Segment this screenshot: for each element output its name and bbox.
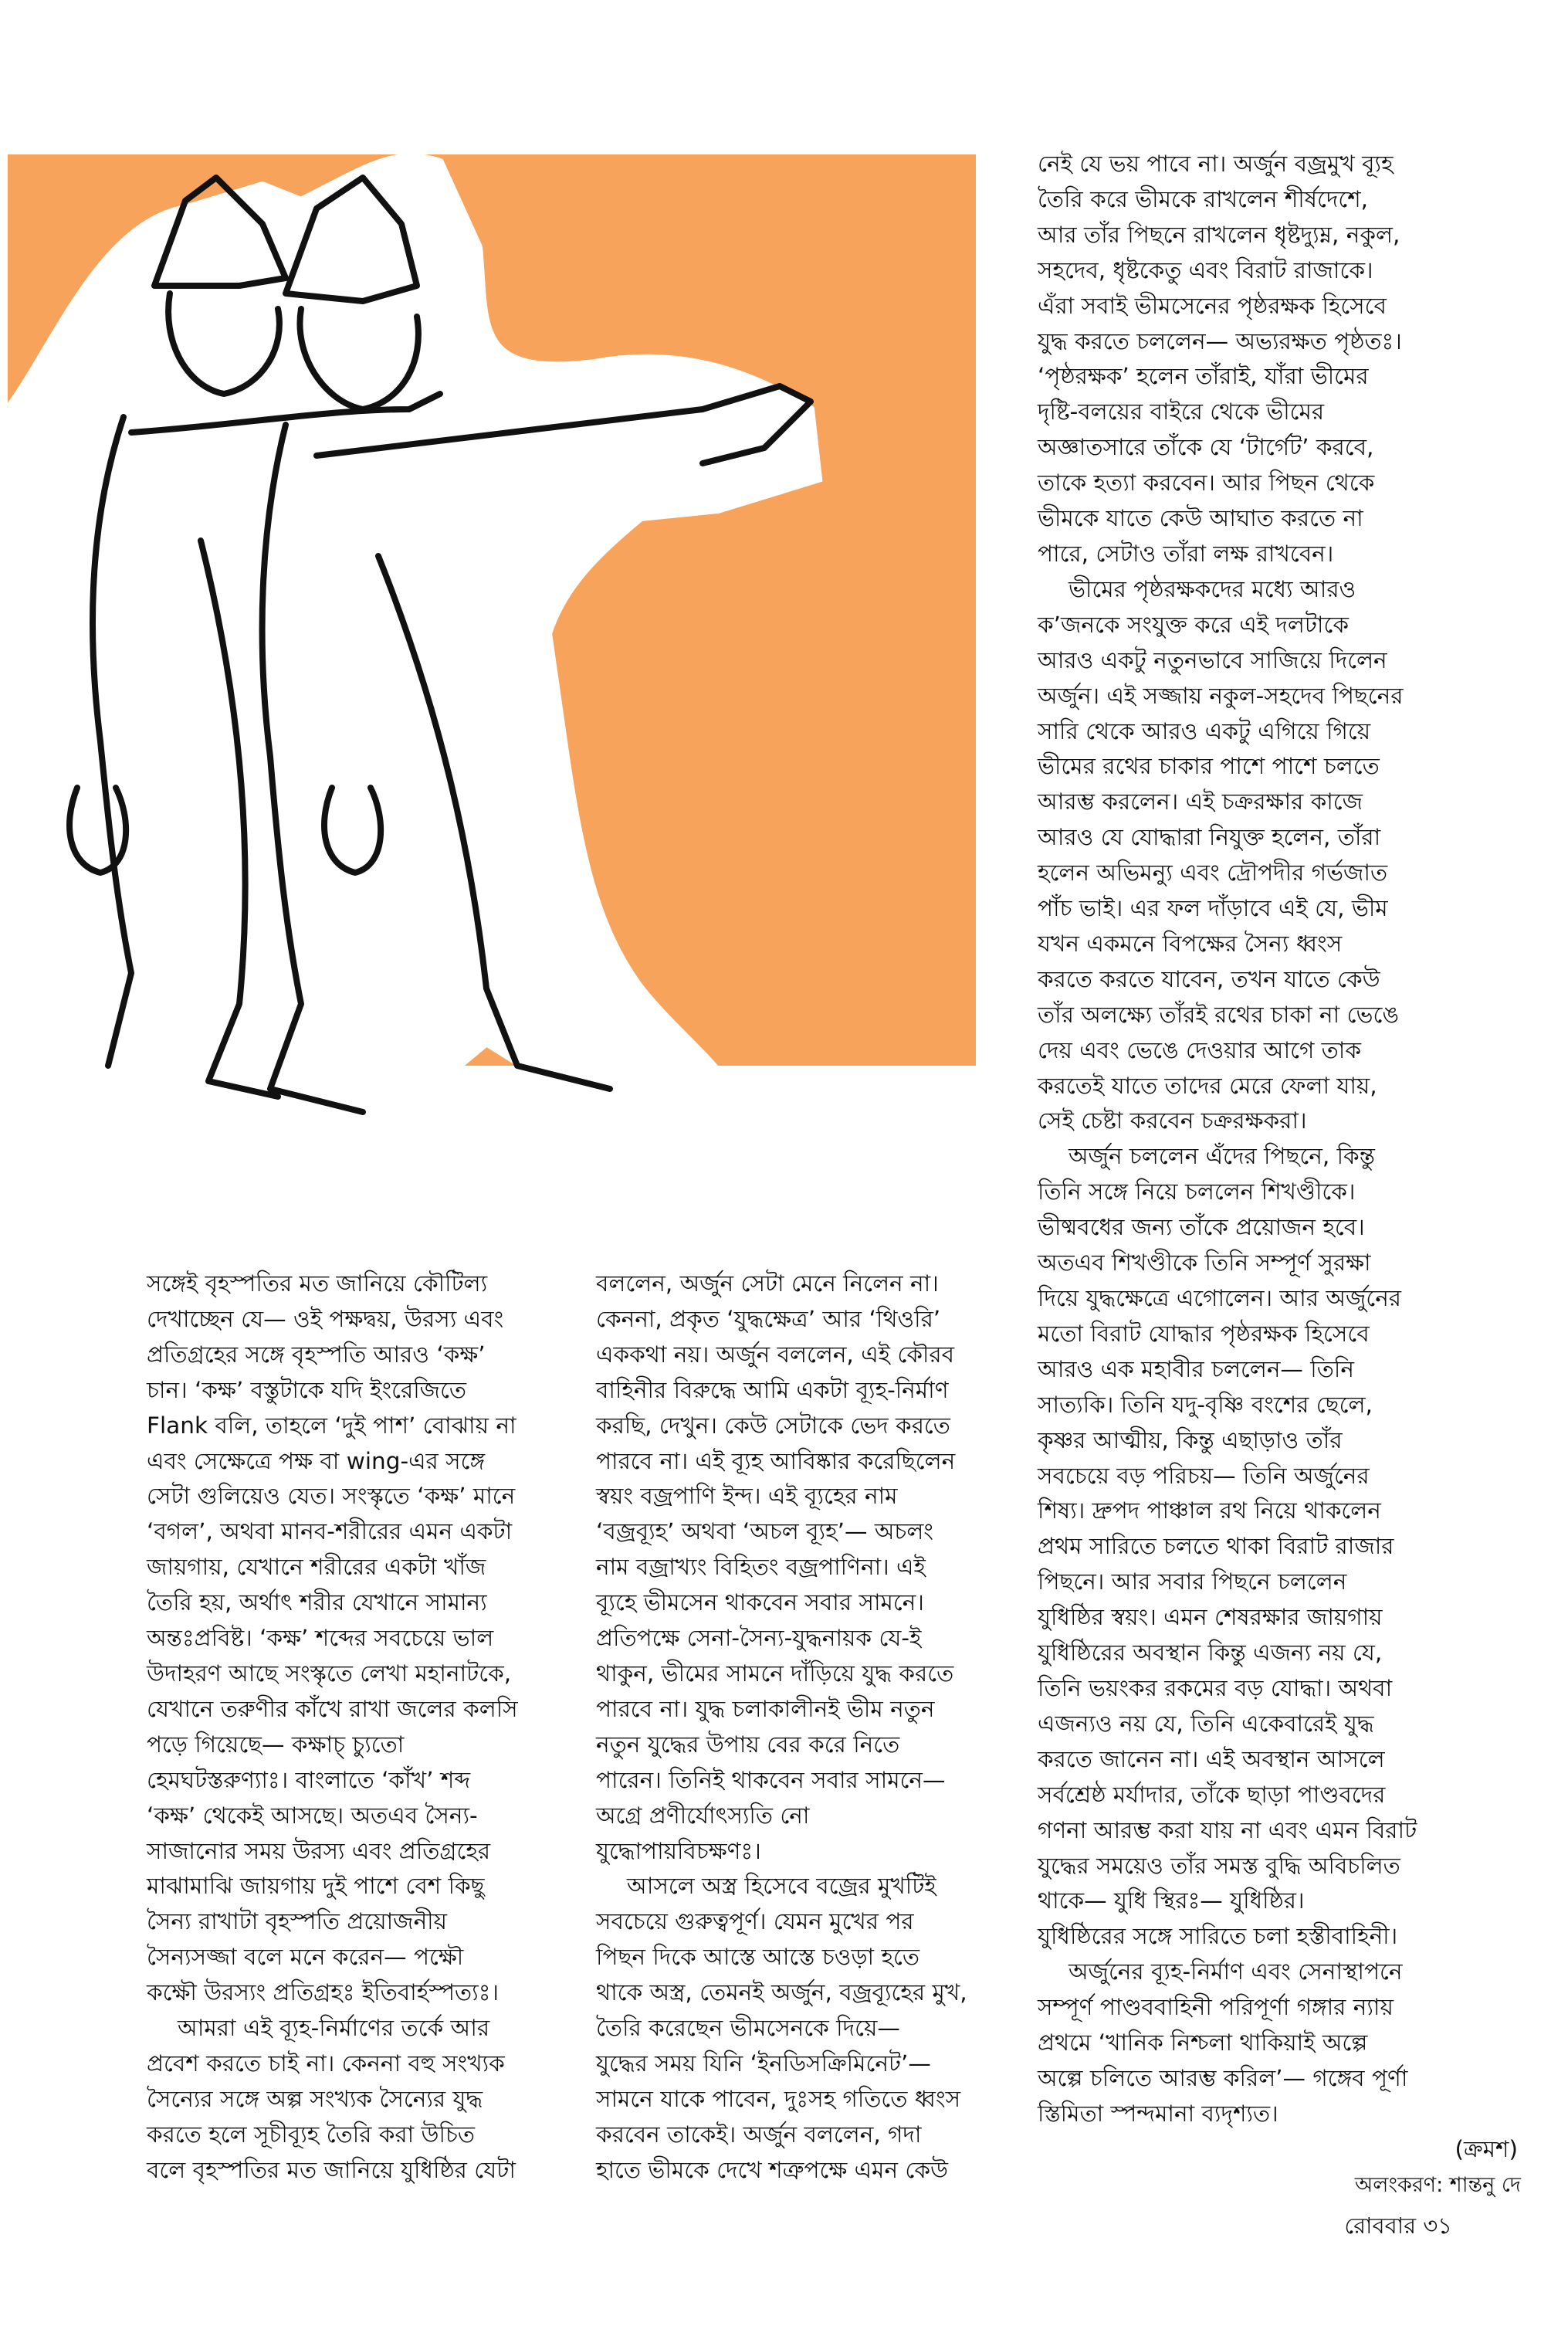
text-line: বলে বৃহস্পতির মত জানিয়ে যুধিষ্ঠির যেটা: [147, 2156, 516, 2183]
text-line: হাতে ভীমকে দেখে শত্রুপক্ষে এমন কেউ: [596, 2156, 949, 2183]
text-line: নতুন যুদ্ধের উপায় বের করে নিতে: [596, 1731, 900, 1758]
text-line: সহদেব, ধৃষ্টকেতু এবং বিরাট রাজাকে।: [1038, 256, 1373, 283]
text-line: পিছন দিকে আস্তে আস্তে চওড়া হতে: [596, 1944, 919, 1971]
text-line: ভীষ্মবধের জন্য তাঁকে প্রয়োজন হবে।: [1038, 1214, 1365, 1241]
text-line: Flank বলি, তাহলে ‘দুই পাশ’ বোঝায় না: [147, 1412, 516, 1439]
text-line: অজ্ঞাতসারে তাঁকে যে ‘টার্গেট’ করবে,: [1038, 434, 1374, 461]
text-line: সঙ্গেই বৃহস্পতির মত জানিয়ে কৌটিল্য: [147, 1270, 488, 1297]
text-line: ‘বগল’, অথবা মানব-শরীরের এমন একটা: [147, 1518, 513, 1545]
page-folio: রোববার ৩১: [1344, 2212, 1452, 2239]
text-line: দেখাচ্ছেন যে— ওই পক্ষদ্বয়, উরস্য এবং: [147, 1305, 504, 1332]
text-line: আরও যে যোদ্ধারা নিযুক্ত হলেন, তাঁরা: [1038, 824, 1381, 851]
text-line: যেখানে তরুণীর কাঁখে রাখা জলের কলসি: [147, 1695, 518, 1722]
text-line: আরম্ভ করলেন। এই চক্ররক্ষার কাজে: [1038, 788, 1363, 815]
text-line: নেই যে ভয় পাবে না। অর্জুন বজ্রমুখ ব্যূহ: [1038, 151, 1394, 177]
text-line: পড়ে গিয়েছে— কক্ষাচ্ চ্যুতো: [147, 1731, 405, 1758]
text-line: প্রথম সারিতে চলতে থাকা বিরাট রাজার: [1038, 1533, 1394, 1560]
text-line: অর্জুন চললেন এঁদের পিছনে, কিন্তু: [1068, 1143, 1376, 1170]
text-line: করতেই যাতে তাদের মেরে ফেলা যায়,: [1038, 1072, 1377, 1099]
text-line: প্রতিপক্ষে সেনা-সৈন্য-যুদ্ধনায়ক যে-ই: [596, 1625, 922, 1652]
text-line: অগ্রে প্রণীর্যোৎস্যতি নো: [596, 1802, 810, 1829]
text-line: তিনি ভয়ংকর রকমের বড় যোদ্ধা। অথবা: [1038, 1674, 1393, 1701]
text-line: প্রবেশ করতে চাই না। কেননা বহু সংখ্যক: [147, 2050, 505, 2077]
text-line: করছি, দেখুন। কেউ সেটাকে ভেদ করতে: [596, 1412, 950, 1439]
text-line: ক’জনকে সংযুক্ত করে এই দলটাকে: [1038, 611, 1349, 638]
text-line: পারবে না। এই ব্যূহ আবিষ্কার করেছিলেন: [596, 1447, 956, 1474]
text-line: সাত্যকি। তিনি যদু-বৃষ্ণি বংশের ছেলে,: [1038, 1391, 1373, 1418]
text-line: সবচেয়ে গুরুত্বপূর্ণ। যেমন মুখের পর: [596, 1908, 914, 1935]
text-line: তিনি সঙ্গে নিয়ে চললেন শিখণ্ডীকে।: [1038, 1178, 1356, 1205]
text-line: কেননা, প্রকৃত ‘যুদ্ধক্ষেত্র’ আর ‘থিওরি’: [596, 1305, 941, 1332]
text-line: তৈরি হয়, অর্থাৎ শরীর যেখানে সামান্য: [147, 1589, 487, 1616]
text-line: করতে হলে সূচীব্যূহ তৈরি করা উচিত: [147, 2121, 476, 2148]
text-line: ‘বজ্রব্যূহ’ অথবা ‘অচল ব্যূহ’— অচলং: [596, 1518, 933, 1545]
text-line: বললেন, অর্জুন সেটা মেনে নিলেন না।: [596, 1270, 939, 1297]
text-line: ভীমকে যাতে কেউ আঘাত করতে না: [1038, 505, 1363, 532]
text-line: আর তাঁর পিছনে রাখলেন ধৃষ্টদ্যুম্ন, নকুল,: [1038, 221, 1400, 248]
text-line: করবেন তাকেই। অর্জুন বললেন, গদা: [596, 2121, 922, 2148]
text-line: চান। ‘কক্ষ’ বস্তুটাকে যদি ইংরেজিতে: [147, 1376, 467, 1403]
text-line: সম্পূর্ণ পাণ্ডববাহিনী পরিপূর্ণা গঙ্গার ন্যায়: [1038, 1994, 1394, 2021]
text-line: পাঁচ ভাই। এর ফল দাঁড়াবে এই যে, ভীম: [1038, 895, 1388, 922]
text-line: করতে করতে যাবেন, তখন যাতে কেউ: [1038, 965, 1380, 992]
text-line: আরও এক মহাবীর চললেন— তিনি: [1038, 1355, 1354, 1382]
text-line: কৃষ্ণর আত্মীয়, কিন্তু এছাড়াও তাঁর: [1038, 1426, 1343, 1453]
text-line: যুদ্ধের সময়েও তাঁর সমস্ত বুদ্ধি অবিচলিত: [1038, 1852, 1400, 1879]
text-line: আসলে অস্ত্র হিসেবে বজ্রের মুখটিই: [627, 1873, 936, 1900]
text-line: ‘পৃষ্ঠরক্ষক’ হলেন তাঁরাই, যাঁরা ভীমের: [1038, 363, 1369, 390]
text-line: যুধিষ্ঠির স্বয়ং। এমন শেষরক্ষার জায়গায়: [1038, 1604, 1383, 1631]
text-line: স্তিমিতা স্পন্দমানা ব্যদৃশ্যত।: [1038, 2100, 1278, 2127]
text-line: সৈন্যের সঙ্গে অল্প সংখ্যক সৈন্যের যুদ্ধ: [147, 2085, 483, 2112]
text-line: দিয়ে যুদ্ধক্ষেত্রে এগোলেন। আর অর্জুনের: [1038, 1285, 1402, 1311]
text-line: সর্বশ্রেষ্ঠ মর্যাদার, তাঁকে ছাড়া পাণ্ডবদের: [1038, 1781, 1386, 1808]
text-line: হেমঘটস্তরুণ্যাঃ। বাংলাতে ‘কাঁখ’ শব্দ: [147, 1766, 471, 1793]
text-line: ভীমের রথের চাকার পাশে পাশে চলতে: [1038, 753, 1380, 780]
text-line: যুদ্ধোপায়বিচক্ষণঃ।: [596, 1837, 761, 1864]
serial-marker: (ক্রমশ): [1455, 2135, 1518, 2162]
text-line: সাজানোর সময় উরস্য এবং প্রতিগ্রহের: [147, 1837, 491, 1864]
text-line: দৃষ্টি-বলয়ের বাইরে থেকে ভীমের: [1038, 398, 1325, 426]
text-line: আরও একটু নতুনভাবে সাজিয়ে দিলেন: [1038, 646, 1387, 673]
text-line: উদাহরণ আছে সংস্কৃতে লেখা মহানাটকে,: [147, 1660, 512, 1687]
text-line: এবং সেক্ষেত্রে পক্ষ বা wing-এর সঙ্গে: [147, 1447, 486, 1474]
text-line: সেই চেষ্টা করবেন চক্ররক্ষকরা।: [1038, 1107, 1307, 1134]
text-line: হলেন অভিমন্যু এবং দ্রৌপদীর গর্ভজাত: [1038, 860, 1388, 887]
text-line: মাঝামাঝি জায়গায় দুই পাশে বেশ কিছু: [147, 1873, 485, 1900]
text-line: নাম বজ্রাখ্যং বিহিতং বজ্রপাণিনা। এই: [596, 1554, 926, 1581]
text-line: অর্জুন। এই সজ্জায় নকুল-সহদেব পিছনের: [1038, 682, 1404, 709]
text-line: যুধিষ্ঠিরের সঙ্গে সারিতে চলা হস্তীবাহিনী।: [1038, 1923, 1398, 1950]
text-line: অর্জুনের ব্যূহ-নির্মাণ এবং সেনাস্থাপনে: [1068, 1958, 1403, 1985]
text-line: থাকুন, ভীমের সামনে দাঁড়িয়ে যুদ্ধ করতে: [596, 1660, 954, 1687]
text-line: অন্তঃপ্রবিষ্ট। ‘কক্ষ’ শব্দের সবচেয়ে ভাল: [147, 1625, 494, 1652]
text-line: মতো বিরাট যোদ্ধার পৃষ্ঠরক্ষক হিসেবে: [1038, 1320, 1370, 1347]
text-line: এঁরা সবাই ভীমসেনের পৃষ্ঠরক্ষক হিসেবে: [1038, 292, 1387, 319]
text-line: স্বয়ং বজ্রপাণি ইন্দ। এই ব্যূহের নাম: [596, 1483, 898, 1510]
text-line: পারে, সেটাও তাঁরা লক্ষ রাখবেন।: [1038, 540, 1334, 567]
text-line: গণনা আরম্ভ করা যায় না এবং এমন বিরাট: [1038, 1816, 1417, 1843]
article-column-right: [1038, 147, 1532, 2203]
text-line: প্রতিগ্রহের সঙ্গে বৃহস্পতি আরও ‘কক্ষ’: [147, 1341, 486, 1368]
text-line: যখন একমনে বিপক্ষের সৈন্য ধ্বংস: [1038, 930, 1343, 957]
text-line: সৈন্যসজ্জা বলে মনে করেন— পক্ষৌ: [147, 1944, 464, 1971]
two-figures-pointing-illustration: [8, 154, 976, 1166]
text-line: দেয় এবং ভেঙে দেওয়ার আগে তাক: [1038, 1036, 1361, 1063]
text-line: এজন্যও নয় যে, তিনি একেবারেই যুদ্ধ: [1038, 1710, 1374, 1737]
text-line: পারবে না। যুদ্ধ চলাকালীনই ভীম নতুন: [596, 1695, 935, 1722]
text-line: সারি থেকে আরও একটু এগিয়ে গিয়ে: [1038, 717, 1371, 744]
text-line: কক্ষৌ উরস্যং প্রতিগ্রহঃ ইতিবার্হস্পত্যঃ।: [147, 1979, 500, 2006]
text-line: আমরা এই ব্যূহ-নির্মাণের তর্কে আর: [178, 2015, 490, 2042]
text-line: সৈন্য রাখাটা বৃহস্পতি প্রয়োজনীয়: [147, 1908, 447, 1935]
text-line: তৈরি করেছেন ভীমসেনকে দিয়ে—: [596, 2015, 900, 2042]
text-line: থাকে— যুধি স্থিরঃ— যুধিষ্ঠির।: [1038, 1887, 1305, 1914]
illustration-credit: অলংকরণ: শান্তনু দে: [1354, 2172, 1521, 2197]
text-line: তাকে হত্যা করবেন। আর পিছন থেকে: [1038, 470, 1375, 497]
text-line: পিছনে। আর সবার পিছনে চললেন: [1038, 1568, 1347, 1595]
text-line: সামনে যাকে পাবেন, দুঃসহ গতিতে ধ্বংস: [596, 2085, 961, 2112]
article-column-left: [147, 1266, 564, 2189]
text-line: ভীমের পৃষ্ঠরক্ষকদের মধ্যে আরও: [1068, 575, 1356, 602]
text-line: ‘কক্ষ’ থেকেই আসছে। অতএব সৈন্য-: [147, 1802, 478, 1829]
text-line: যুধিষ্ঠিরের অবস্থান কিন্তু এজন্য নয় যে,: [1038, 1639, 1383, 1667]
text-line: যুদ্ধ করতে চললেন— অভ্যরক্ষত পৃষ্ঠতঃ।: [1038, 327, 1402, 354]
text-line: সেটা গুলিয়েও যেত। সংস্কৃতে ‘কক্ষ’ মানে: [147, 1483, 516, 1510]
text-line: ব্যূহে ভীমসেন থাকবেন সবার সামনে।: [596, 1589, 924, 1616]
text-line: তৈরি করে ভীমকে রাখলেন শীর্ষদেশে,: [1038, 185, 1369, 212]
text-line: অল্পে চলিতে আরম্ভ করিল’— গঙ্গেব পূর্ণা: [1038, 2064, 1408, 2091]
text-line: জায়গায়, যেখানে শরীরের একটা খাঁজ: [147, 1554, 486, 1581]
text-line: পারেন। তিনিই থাকবেন সবার সামনে—: [596, 1766, 946, 1793]
text-line: করতে জানেন না। এই অবস্থান আসলে: [1038, 1745, 1385, 1772]
text-line: যুদ্ধের সময় যিনি ‘ইনডিসক্রিমিনেট’—: [596, 2050, 931, 2077]
text-line: প্রথমে ‘খানিক নিশ্চলা থাকিয়াই অল্পে: [1038, 2029, 1368, 2056]
text-line: সবচেয়ে বড় পরিচয়— তিনি অর্জুনের: [1038, 1462, 1370, 1489]
text-line: থাকে অস্ত্র, তেমনই অর্জুন, বজ্রব্যূহের মুখ,: [596, 1979, 967, 2006]
text-line: শিষ্য। দ্রুপদ পাঞ্চাল রথ নিয়ে থাকলেন: [1038, 1497, 1381, 1524]
text-line: বাহিনীর বিরুদ্ধে আমি একটা ব্যূহ-নির্মাণ: [596, 1376, 949, 1403]
text-line: তাঁর অলক্ষ্যে তাঁরই রথের চাকা না ভেঙে: [1038, 1001, 1399, 1028]
text-line: অতএব শিখণ্ডীকে তিনি সম্পূর্ণ সুরক্ষা: [1038, 1249, 1371, 1277]
article-column-middle: [596, 1266, 997, 2189]
text-line: এককথা নয়। অর্জুন বললেন, এই কৌরব: [596, 1341, 955, 1368]
